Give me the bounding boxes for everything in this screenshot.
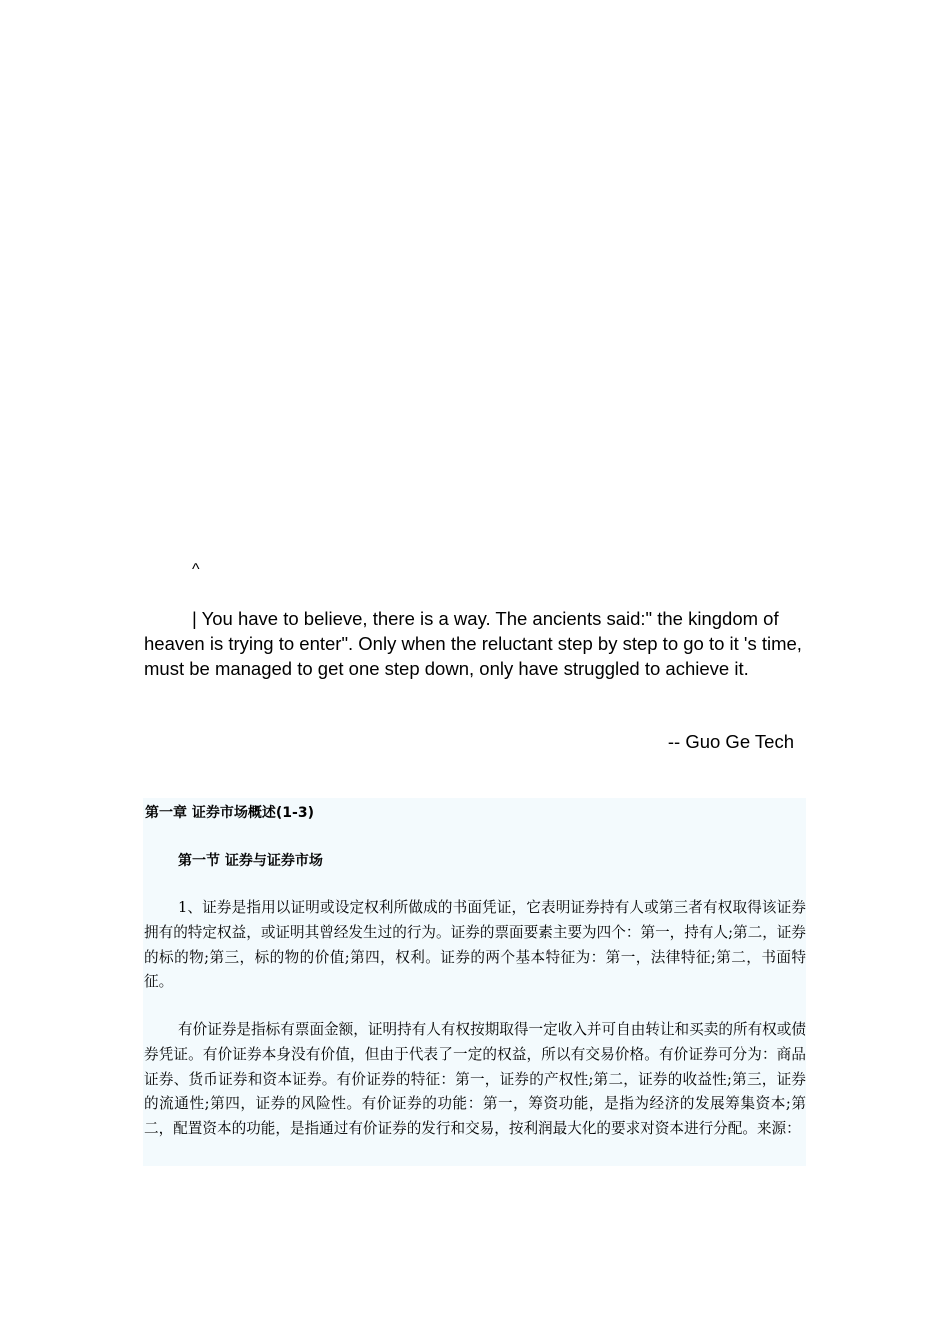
section-title: 第一节 证券与证券市场 xyxy=(178,853,323,869)
chapter-title: 第一章 证券市场概述(1-3) xyxy=(145,805,314,821)
paragraph-securities-definition: 1、证券是指用以证明或设定权利所做成的书面凭证，它表明证券持有人或第三者有权取得该证券拥有的特定权益，或证明其曾经发生过的行为。证券的票面要素主要为四个：第一，持有人;第二，证券的标的物;第三，标的物的价值;第四，权利。证券的两个基本特征为：第一，法律特征;第二，书面特征。 xyxy=(144,899,806,991)
quote-attribution: -- Guo Ge Tech xyxy=(667,731,794,752)
caret-mark: ^ xyxy=(192,561,200,578)
paragraph-valuable-securities: 有价证券是指标有票面金额，证明持有人有权按期取得一定收入并可自由转让和买卖的所有权或债券凭证。有价证券本身没有价值，但由于代表了一定的权益，所以有交易价格。有价证券可分为：商品证券、货币证券和资本证券。有价证券的特征：第一，证券的产权性;第二，证券的收益性;第三，证券的流通性;第四，证券的风险性。有价证券的功能：第一，筹资功能，是指为经济的发展筹集资本;第二，配置资本的功能，是指通过有价证券的发行和交易，按利润最大化的要求对资本进行分配。来源： xyxy=(144,1021,806,1138)
quote-text: | You have to believe, there is a way. The ancients said:" the kingdom of heaven is trying to enter". Only when the reluctant step by step to go to it 's time, must be managed to get one step down, only have struggled to achieve it. xyxy=(144,608,802,679)
